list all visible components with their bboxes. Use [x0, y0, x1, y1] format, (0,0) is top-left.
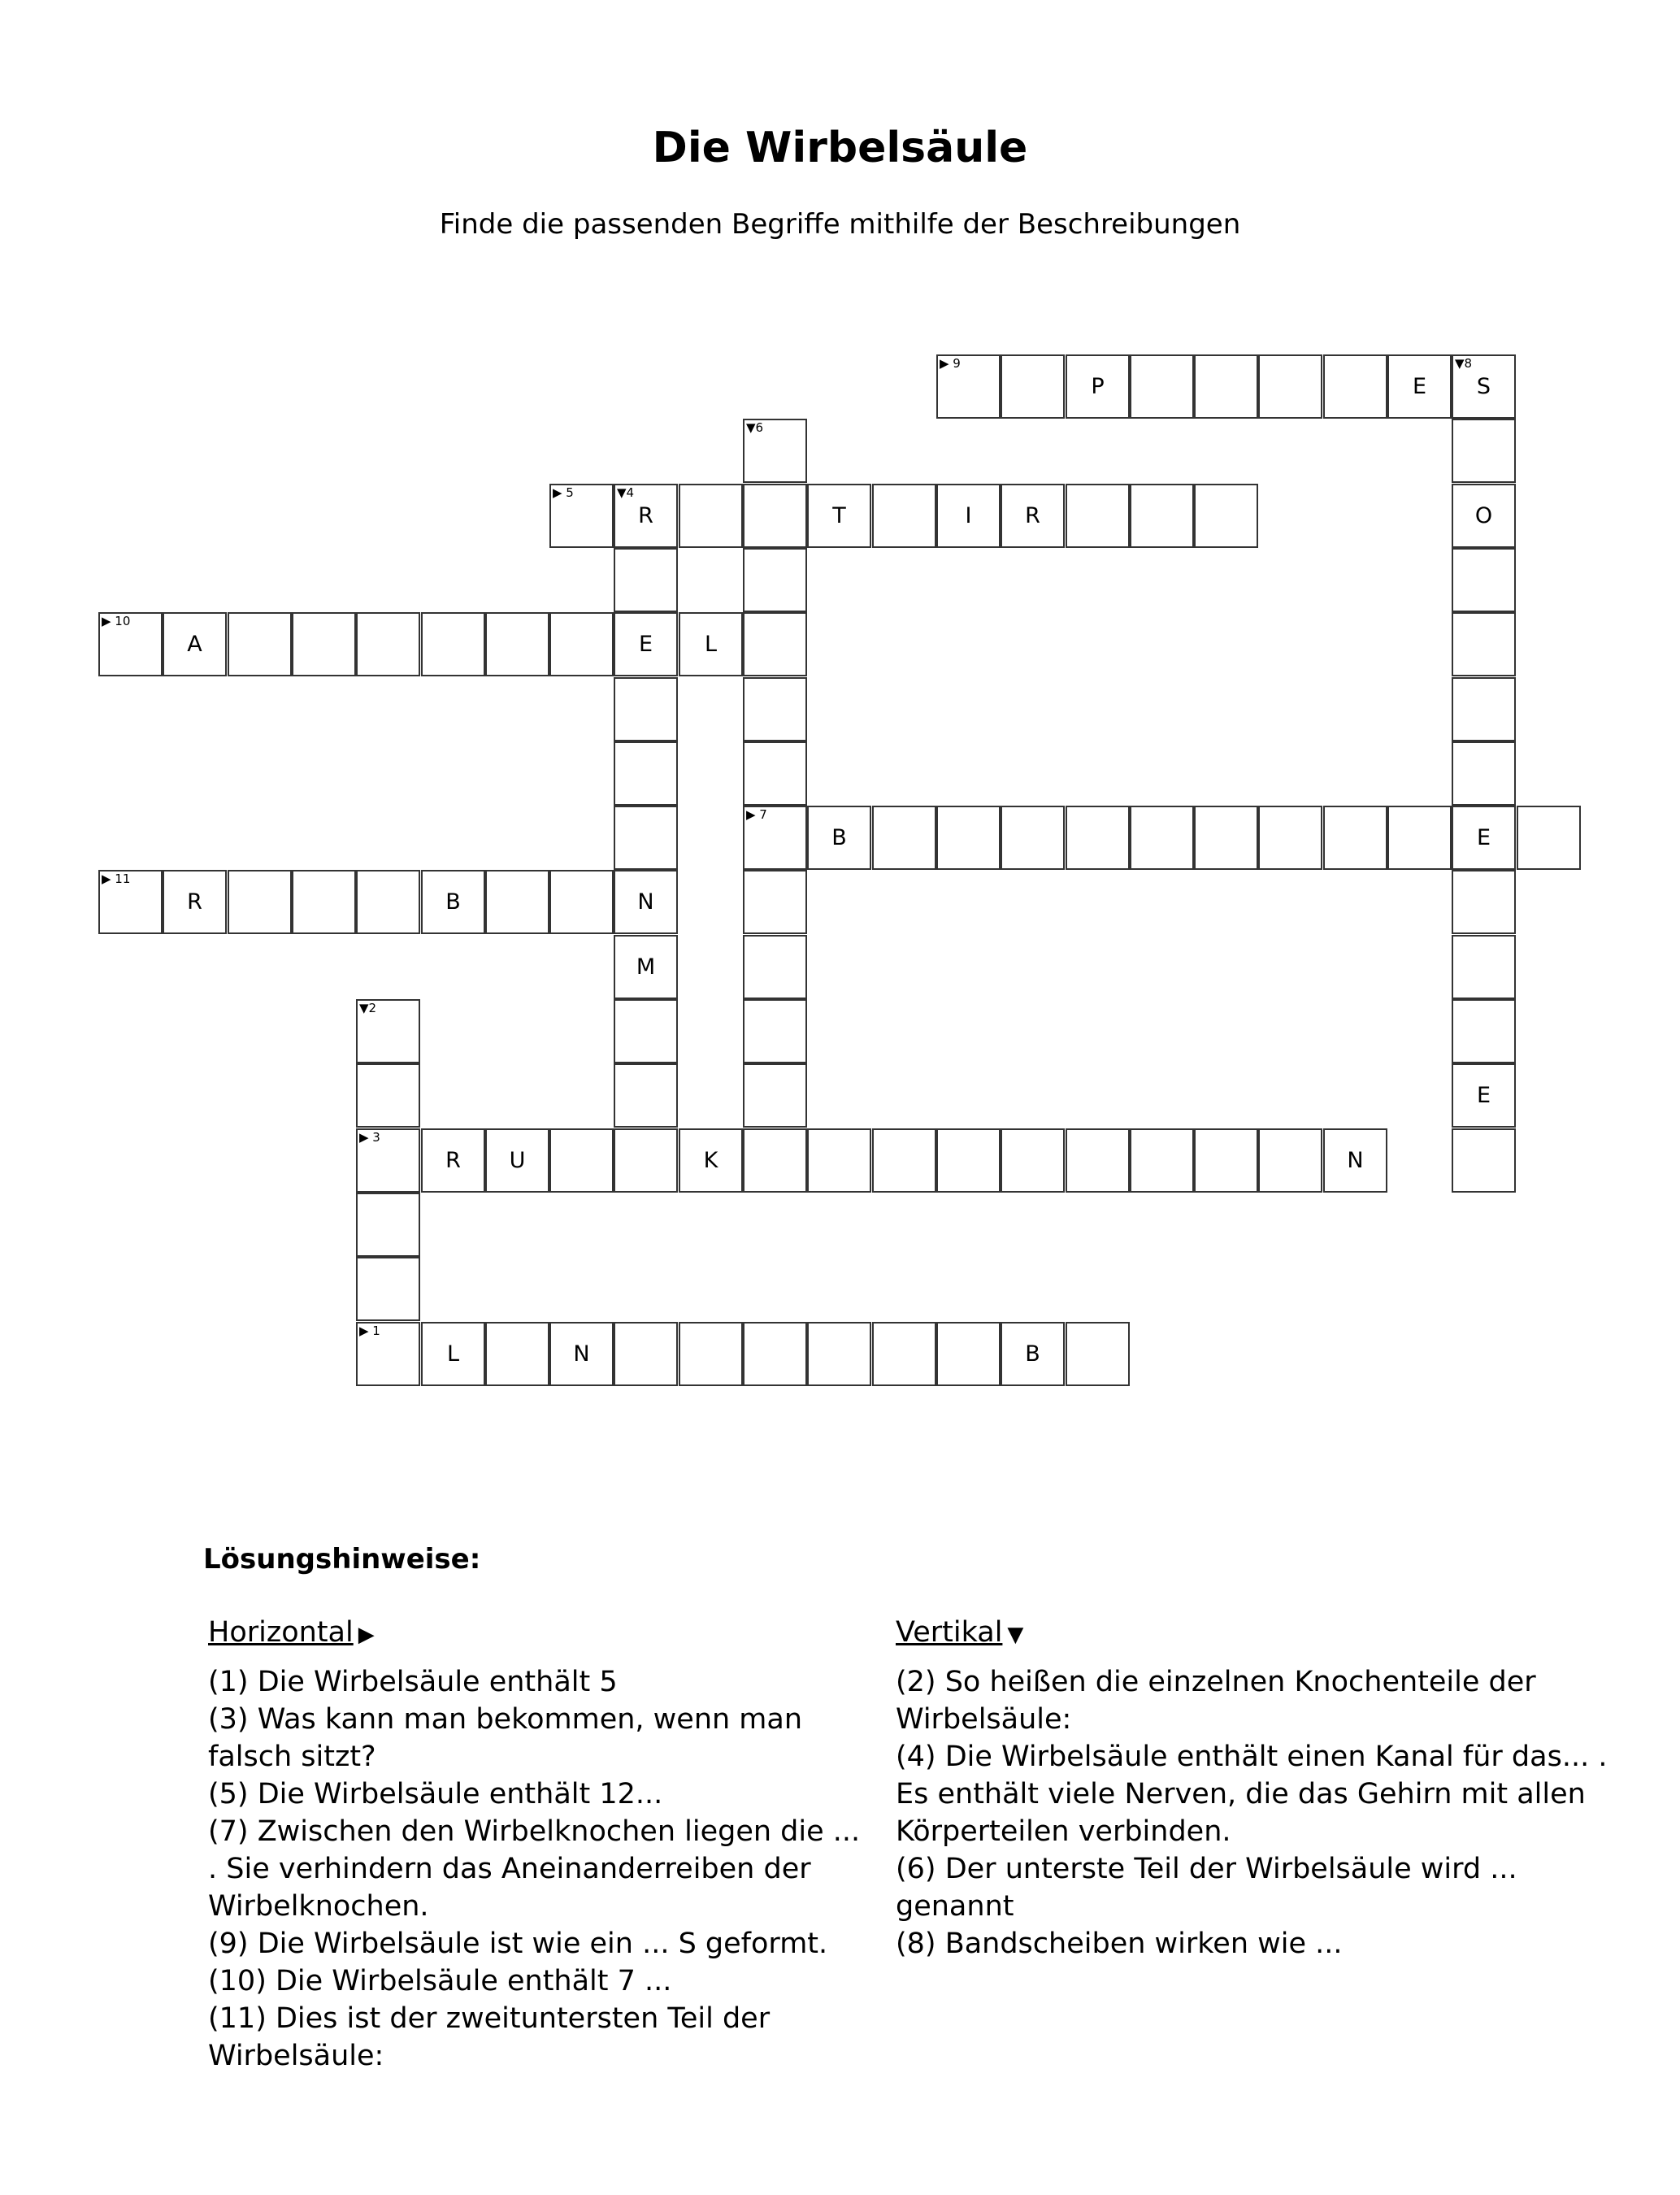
grid-cell[interactable] [1258, 806, 1322, 870]
grid-cell[interactable] [1001, 354, 1065, 419]
grid-cell[interactable] [485, 1128, 549, 1193]
grid-cell[interactable] [743, 999, 807, 1063]
grid-cell[interactable] [1452, 548, 1516, 612]
grid-cell[interactable] [743, 1322, 807, 1386]
grid-cell[interactable] [1323, 354, 1387, 419]
grid-cell[interactable] [743, 548, 807, 612]
cell-letter: I [965, 503, 972, 528]
cell-letter: R [187, 889, 202, 915]
grid-cell[interactable] [1066, 1322, 1130, 1386]
grid-cell[interactable] [1001, 1322, 1065, 1386]
clue-4: (4) Die Wirbelsäule enthält einen Kanal für das... . Es enthält viele Nerven, die das Gehirn mit allen Körperteilen verbinden. [896, 1741, 1608, 1848]
grid-cell[interactable] [872, 806, 936, 870]
clue-number: ▶ 10 [102, 614, 131, 628]
grid-cell[interactable] [614, 1322, 678, 1386]
grid-cell[interactable] [807, 1322, 871, 1386]
clue-11: (11) Dies ist der zweituntersten Teil der Wirbelsäule: [208, 2002, 771, 2072]
grid-cell[interactable] [163, 870, 227, 934]
cell-letter: N [637, 889, 654, 915]
grid-cell[interactable] [98, 612, 163, 676]
grid-cell[interactable] [485, 612, 549, 676]
grid-cell[interactable] [1001, 806, 1065, 870]
cell-letter: L [446, 1341, 460, 1367]
clue-number: ▼8 [1455, 356, 1473, 371]
clue-number: ▶ 9 [940, 356, 961, 371]
vertical-clues [896, 1614, 1611, 1962]
grid-cell[interactable] [743, 1063, 807, 1128]
clue-number: ▼4 [617, 485, 635, 500]
clue-number: ▶ 1 [359, 1324, 380, 1338]
cell-letter: U [509, 1148, 526, 1173]
cell-letter: B [1025, 1341, 1040, 1367]
page-title: Die Wirbelsäule [652, 124, 1028, 172]
grid-cell[interactable] [872, 1322, 936, 1386]
grid-cell[interactable] [1066, 354, 1130, 419]
grid-cell[interactable] [1323, 1128, 1387, 1193]
grid-cell[interactable] [743, 870, 807, 934]
horizontal-clues [208, 1614, 875, 2075]
grid-cell[interactable] [1452, 1128, 1516, 1193]
clue-3: (3) Was kann man bekommen, wenn man falsch sitzt? [208, 1703, 803, 1773]
grid-cell[interactable] [1194, 484, 1258, 548]
grid-cell[interactable] [936, 806, 1001, 870]
grid-cell[interactable] [614, 677, 678, 741]
grid-cell[interactable] [807, 1128, 871, 1193]
grid-cell[interactable] [679, 484, 743, 548]
grid-cell[interactable] [807, 484, 871, 548]
grid-cell[interactable] [228, 612, 292, 676]
grid-cell[interactable] [421, 1322, 485, 1386]
grid-cell[interactable] [614, 806, 678, 870]
grid-cell[interactable] [356, 1128, 420, 1193]
grid-cell[interactable] [743, 806, 807, 870]
grid-cell[interactable] [163, 612, 227, 676]
grid-cell[interactable] [1001, 1128, 1065, 1193]
grid-cell[interactable] [98, 870, 163, 934]
cell-letter: N [1347, 1148, 1364, 1173]
cell-letter: E [1476, 825, 1491, 850]
grid-cell[interactable] [1452, 612, 1516, 676]
grid-cell[interactable] [743, 419, 807, 483]
grid-cell[interactable] [614, 1063, 678, 1128]
cell-letter: B [445, 889, 461, 915]
grid-cell[interactable] [1452, 741, 1516, 806]
grid-cell[interactable] [356, 612, 420, 676]
grid-cell[interactable] [549, 1322, 614, 1386]
cell-letter: O [1474, 503, 1493, 528]
grid-cell[interactable] [292, 612, 356, 676]
grid-cell[interactable] [614, 935, 678, 999]
cell-letter: E [638, 632, 653, 657]
clue-number: ▶ 11 [102, 871, 131, 886]
vertical-header [896, 1614, 1611, 1654]
cell-letter: P [1091, 374, 1105, 399]
clue-1: (1) Die Wirbelsäule enthält 5 [208, 1666, 618, 1698]
cell-letter: R [638, 503, 653, 528]
arrow-down-icon: ▼ [1007, 1623, 1024, 1647]
grid-cell[interactable] [485, 870, 549, 934]
grid-cell[interactable] [743, 935, 807, 999]
grid-cell[interactable] [1452, 806, 1516, 870]
grid-cell[interactable] [1452, 1063, 1516, 1128]
grid-cell[interactable] [1194, 1128, 1258, 1193]
cell-letter: N [573, 1341, 590, 1367]
cell-letter: T [832, 503, 846, 528]
grid-cell[interactable] [614, 548, 678, 612]
clue-10: (10) Die Wirbelsäule enthält 7 ... [208, 1965, 672, 1997]
grid-cell[interactable] [679, 1322, 743, 1386]
grid-cell[interactable] [549, 484, 614, 548]
grid-cell[interactable] [1517, 806, 1581, 870]
grid-cell[interactable] [807, 806, 871, 870]
arrow-right-icon: ▶ [358, 1623, 375, 1647]
cell-letter: S [1476, 374, 1491, 399]
grid-cell[interactable] [614, 484, 678, 548]
cell-letter: E [1476, 1083, 1491, 1108]
clue-6: (6) Der unterste Teil der Wirbelsäule wird ... genannt [896, 1853, 1517, 1923]
grid-cell[interactable] [1066, 1128, 1130, 1193]
grid-cell[interactable] [743, 741, 807, 806]
grid-cell[interactable] [292, 870, 356, 934]
grid-cell[interactable] [1066, 806, 1130, 870]
clue-number: ▼2 [359, 1001, 377, 1015]
grid-cell[interactable] [356, 1322, 420, 1386]
grid-cell[interactable] [936, 484, 1001, 548]
grid-cell[interactable] [1452, 677, 1516, 741]
grid-cell[interactable] [1130, 1128, 1194, 1193]
grid-cell[interactable] [356, 1193, 420, 1257]
grid-cell[interactable] [614, 612, 678, 676]
grid-cell[interactable] [549, 612, 614, 676]
grid-cell[interactable] [743, 677, 807, 741]
grid-cell[interactable] [1452, 999, 1516, 1063]
cell-letter: R [445, 1148, 461, 1173]
horizontal-title: Horizontal [208, 1616, 354, 1649]
cell-letter: A [187, 632, 202, 657]
grid-cell[interactable] [1452, 484, 1516, 548]
grid-cell[interactable] [1452, 354, 1516, 419]
grid-cell[interactable] [1258, 354, 1322, 419]
grid-cell[interactable] [1194, 354, 1258, 419]
cell-letter: K [703, 1148, 718, 1173]
grid-cell[interactable] [1130, 354, 1194, 419]
grid-cell[interactable] [936, 354, 1001, 419]
clue-number: ▶ 3 [359, 1130, 380, 1145]
grid-cell[interactable] [614, 1128, 678, 1193]
grid-cell[interactable] [549, 1128, 614, 1193]
grid-cell[interactable] [485, 1322, 549, 1386]
clue-5: (5) Die Wirbelsäule enthält 12... [208, 1778, 663, 1810]
grid-cell[interactable] [1001, 484, 1065, 548]
clue-number: ▼6 [746, 420, 764, 435]
grid-cell[interactable] [679, 1128, 743, 1193]
grid-cell[interactable] [743, 612, 807, 676]
grid-cell[interactable] [679, 612, 743, 676]
grid-cell[interactable] [872, 1128, 936, 1193]
clue-number: ▶ 7 [746, 807, 767, 822]
grid-cell[interactable] [743, 484, 807, 548]
grid-cell[interactable] [356, 870, 420, 934]
clue-8: (8) Bandscheiben wirken wie ... [896, 1928, 1343, 1960]
grid-cell[interactable] [421, 1128, 485, 1193]
grid-cell[interactable] [1323, 806, 1387, 870]
clue-7: (7) Zwischen den Wirbelknochen liegen die ... . Sie verhindern das Aneinanderreiben der Wirbelknochen. [208, 1815, 861, 1923]
cell-letter: M [636, 954, 656, 980]
cell-letter: L [704, 632, 718, 657]
grid-cell[interactable] [1387, 354, 1452, 419]
vertical-title: Vertikal [896, 1616, 1003, 1649]
horizontal-header [208, 1614, 875, 1654]
grid-cell[interactable] [1130, 484, 1194, 548]
grid-cell[interactable] [549, 870, 614, 934]
grid-cell[interactable] [614, 870, 678, 934]
grid-cell[interactable] [356, 1257, 420, 1321]
grid-cell[interactable] [228, 870, 292, 934]
grid-cell[interactable] [1258, 1128, 1322, 1193]
page-subtitle: Finde die passenden Begriffe mithilfe der Beschreibungen [439, 208, 1241, 241]
grid-cell[interactable] [936, 1322, 1001, 1386]
cell-letter: E [1412, 374, 1427, 399]
cell-letter: R [1025, 503, 1040, 528]
hints-heading: Lösungshinweise: [203, 1543, 481, 1576]
grid-cell[interactable] [614, 741, 678, 806]
clue-9: (9) Die Wirbelsäule ist wie ein ... S geformt. [208, 1928, 828, 1960]
grid-cell[interactable] [1130, 806, 1194, 870]
clue-number: ▶ 5 [553, 485, 574, 500]
grid-cell[interactable] [1066, 484, 1130, 548]
grid-cell[interactable] [421, 612, 485, 676]
clue-2: (2) So heißen die einzelnen Knochenteile der Wirbelsäule: [896, 1666, 1536, 1736]
cell-letter: B [831, 825, 847, 850]
grid-cell[interactable] [936, 1128, 1001, 1193]
grid-cell[interactable] [1452, 419, 1516, 483]
grid-cell[interactable] [872, 484, 936, 548]
grid-cell[interactable] [614, 999, 678, 1063]
grid-cell[interactable] [421, 870, 485, 934]
grid-cell[interactable] [743, 1128, 807, 1193]
grid-cell[interactable] [1452, 935, 1516, 999]
grid-cell[interactable] [1452, 870, 1516, 934]
grid-cell[interactable] [356, 999, 420, 1063]
grid-cell[interactable] [1194, 806, 1258, 870]
grid-cell[interactable] [356, 1063, 420, 1128]
grid-cell[interactable] [1387, 806, 1452, 870]
